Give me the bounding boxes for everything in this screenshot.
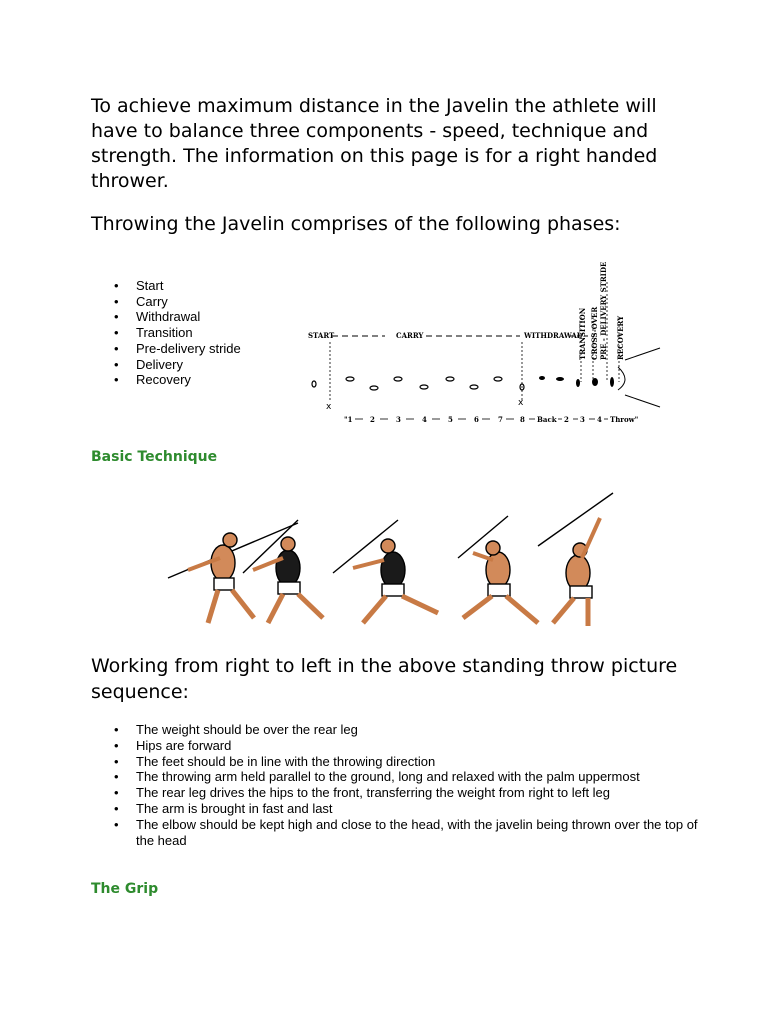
list-item: • The feet should be in line with the throwing direction [109,754,699,770]
diagram-label-transition: TRANSITION [578,307,587,360]
list-item: • Pre-delivery stride [109,341,241,357]
phases-heading: Throwing the Javelin comprises of the following phases: [91,213,621,235]
list-item: • Transition [109,325,241,341]
count-labels [344,415,638,424]
list-item: • The rear leg drives the hips to the front, transferring the weight from right to left leg [109,785,699,801]
count-label: 4 [422,415,427,424]
list-item: • The weight should be over the rear leg [109,722,699,738]
phase-list [109,278,241,388]
list-item: • Withdrawal [109,309,241,325]
list-item: • Carry [109,294,241,310]
list-item: • Recovery [109,372,241,388]
intro-paragraph: To achieve maximum distance in the Javelin the athlete will have to balance three components - speed, technique and strength. The information on this page is for a right handed thrower. [91,95,658,192]
count-label: 3 [580,415,585,424]
list-item: • Start [109,278,241,294]
svg-text:x: x [518,398,524,408]
technique-points-list [109,722,699,848]
list-item: • The arm is brought in fast and last [109,801,699,817]
count-label: 7 [498,415,503,424]
count-label: 6 [474,415,479,424]
footprints [312,377,524,390]
diagram-label-pre-delivery: PRE - DELIVERY STRIDE [599,262,608,360]
diagram-label-crossover: CROSS-OVER [590,306,599,360]
phase-diagram [300,262,680,432]
throw-sequence-illustration [148,478,618,628]
count-label: 5 [448,415,453,424]
count-label: Back [537,415,557,424]
count-label: 4 [597,415,602,424]
count-label: "1 [344,415,353,424]
list-item: • The elbow should be kept high and close to the head, with the javelin being thrown over the top of the head [109,817,699,849]
svg-text:x: x [326,402,332,412]
basic-technique-heading: Basic Technique [91,449,218,465]
grip-heading: The Grip [91,881,159,897]
list-item: • Delivery [109,357,241,373]
footprints-filled [539,376,614,387]
diagram-label-start: START [308,331,335,340]
diagram-label-withdrawal: WITHDRAWAL [524,331,582,340]
count-label: 3 [396,415,401,424]
count-label: Throw" [610,415,639,424]
count-label: 2 [370,415,375,424]
list-item: • Hips are forward [109,738,699,754]
count-label: 8 [520,415,525,424]
diagram-label-carry: CARRY [396,331,424,340]
working-heading: Working from right to left in the above standing throw picture sequence: [91,655,678,703]
list-item: • The throwing arm held parallel to the ground, long and relaxed with the palm uppermost [109,769,699,785]
diagram-label-recovery: RECOVERY [616,315,625,360]
count-label: 2 [564,415,569,424]
